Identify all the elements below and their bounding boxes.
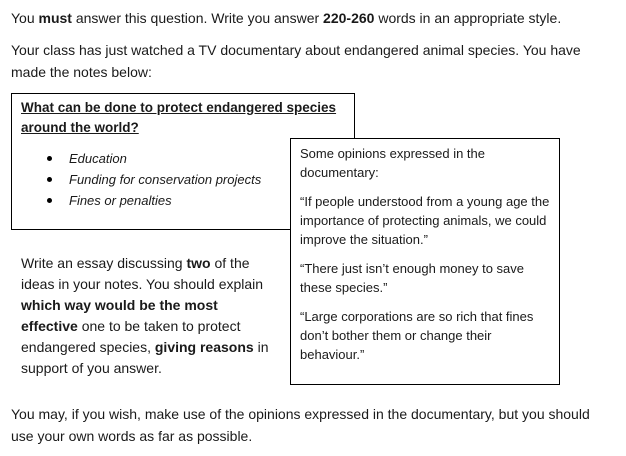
task-text: in support of you answer. [21, 339, 269, 376]
notes-item [12, 148, 261, 169]
context-paragraph: Your class has just watched a TV documentary about endangered animal species. You have made the notes below: [11, 42, 581, 80]
opinion-quote: “If people understood from a young age the importance of protecting animals, we could improve the situation.” [300, 194, 550, 247]
notes-item-label: Fines or penalties [69, 193, 172, 208]
task-paragraph [21, 253, 271, 379]
opinions-intro: Some opinions expressed in the documentary: [300, 146, 486, 180]
notes-item [12, 169, 261, 190]
instruction-word-count: 220-260 [323, 10, 375, 26]
task-emphasis-most-effective: which way would be the most effective [21, 297, 218, 334]
instruction-paragraph [11, 7, 616, 29]
opinion-quote: “Large corporations are so rich that fines don’t bother them or change their behaviour.” [300, 309, 534, 362]
task-text: Write an essay discussing [21, 255, 187, 271]
notes-item [12, 190, 261, 211]
task-text: of the ideas in your notes. You should explain [21, 255, 264, 292]
task-emphasis-giving-reasons: giving reasons [154, 339, 254, 355]
task-text: one to be taken to protect endangered species, [21, 318, 241, 355]
instruction-emphasis-must: must [38, 10, 72, 26]
instruction-text: answer this question. Write you answer [71, 10, 324, 26]
footer-paragraph: You may, if you wish, make use of the opinions expressed in the documentary, but you should use your own words as far as possible. [11, 406, 590, 444]
bullet-icon [47, 156, 52, 161]
notes-item-label: Education [69, 151, 127, 166]
opinions-box [290, 138, 560, 385]
notes-list [12, 148, 261, 211]
opinion-quote: “There just isn’t enough money to save these species.” [300, 261, 525, 295]
notes-title: What can be done to protect endangered species around the world? [21, 100, 337, 135]
task-emphasis-two: two [186, 255, 211, 271]
notes-item-label: Funding for conservation projects [69, 172, 262, 187]
instruction-text: words in an appropriate style. [374, 10, 562, 26]
bullet-icon [47, 198, 52, 203]
instruction-text: You [11, 10, 39, 26]
bullet-icon [47, 177, 52, 182]
